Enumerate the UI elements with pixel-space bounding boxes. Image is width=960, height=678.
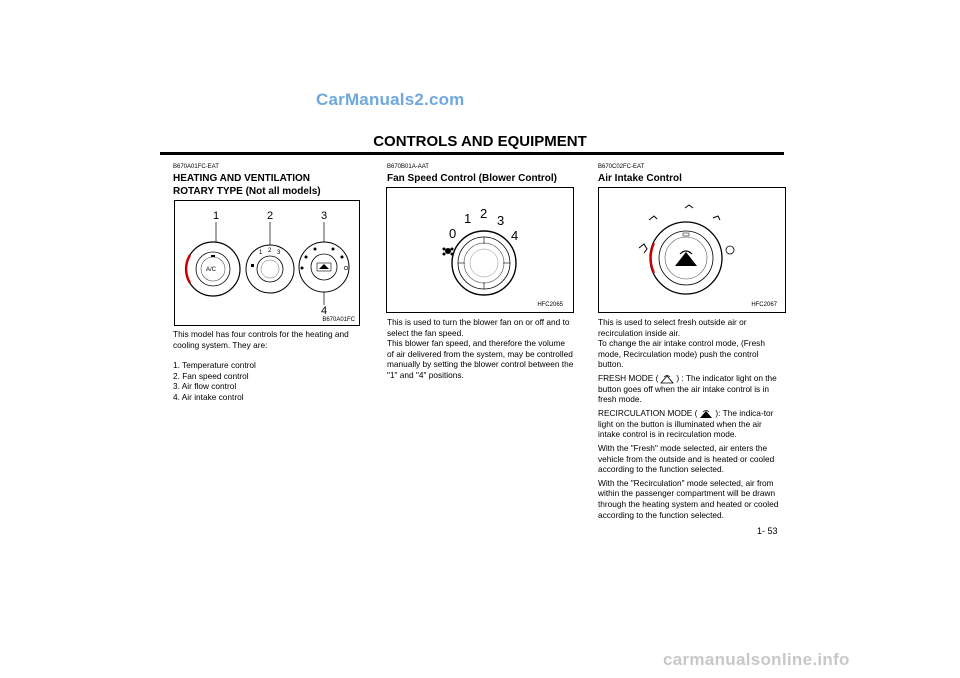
footer-watermark: carmanualsonline.info xyxy=(663,650,850,669)
paragraph: To change the air intake control mode, (Fresh mode, Recirculation mode) push the control button. xyxy=(598,338,765,370)
section-fan-speed xyxy=(387,164,577,185)
paragraph: With the "Recirculation" mode selected, air from within the passenger compartment will be drawn through the heating system and heated or cooled according to the function selected. xyxy=(598,477,779,520)
figure-code: B670A01FC xyxy=(322,317,355,323)
intake-knob xyxy=(650,222,722,294)
fresh-mode-icon xyxy=(660,374,674,384)
blower-knob-illustration xyxy=(387,188,573,312)
paragraph: This is used to select fresh outside air or recirculation inside air. xyxy=(598,317,747,338)
section-subheading: ROTARY TYPE (Not all models) xyxy=(173,186,321,197)
fresh-mode-description: ) : The indicator light on the button goes off when the air intake control is in fresh mode. xyxy=(598,372,777,405)
section-heading: Fan Speed Control (Blower Control) xyxy=(387,173,557,184)
controls-figure xyxy=(174,200,360,326)
air-intake-knob-illustration xyxy=(599,188,785,312)
fan-icon xyxy=(443,248,454,256)
fan-digit: 1 xyxy=(464,211,472,226)
header-rule xyxy=(160,152,784,155)
section-code: B670A01FC-EAT xyxy=(173,164,219,170)
page-number: 1- 53 xyxy=(757,526,778,536)
intro-paragraph: This model has four controls for the heating and cooling system. They are: xyxy=(173,329,349,350)
list-item: 4. Air intake control xyxy=(173,391,244,402)
recirculation-mode-icon xyxy=(699,409,713,419)
fan-digit: 0 xyxy=(449,226,457,241)
paragraph: This blower fan speed, and therefore the volume of air delivered from the system, may be controlled manually by setting the blower control between the "1" and "4" positions. xyxy=(387,338,574,380)
fan-digit: 2 xyxy=(268,248,272,254)
list-item: 2. Fan speed control xyxy=(173,370,249,381)
air-intake-figure xyxy=(598,187,786,313)
fan-digit: 1 xyxy=(259,250,263,256)
recirculation-mode-paragraph xyxy=(598,408,785,440)
hvac-panel-illustration xyxy=(175,201,359,325)
air-intake-text xyxy=(598,317,785,520)
fan-speed-figure xyxy=(386,187,574,313)
fan-speed-knob xyxy=(246,245,294,293)
fan-digit: 4 xyxy=(511,228,519,243)
section-heading: Air Intake Control xyxy=(598,173,682,184)
fan-digit: 3 xyxy=(277,250,281,256)
fresh-mode-paragraph xyxy=(598,373,785,405)
section-heating-ventilation xyxy=(173,164,361,198)
chapter-title: CONTROLS AND EQUIPMENT xyxy=(373,133,587,150)
controls-list xyxy=(173,360,363,402)
section-code: B670C02FC-EAT xyxy=(598,164,645,170)
fan-speed-text xyxy=(387,317,574,381)
paragraph: This is used to turn the blower fan on or off and to select the fan speed. xyxy=(387,317,570,338)
recirculation-mode-description: ): The indica-tor light on the button is illuminated when the air intake control is in recirculation mode. xyxy=(598,407,774,440)
callout-2: 2 xyxy=(267,210,274,222)
list-item: 1. Temperature control xyxy=(173,360,256,371)
callout-1: 1 xyxy=(213,210,220,222)
paragraph: With the "Fresh" mode selected, air enters the vehicle from the outside and is heated or cooled according to the function selected. xyxy=(598,442,775,475)
heating-intro xyxy=(173,329,363,403)
fan-digit: 3 xyxy=(497,213,505,228)
recirculation-mode-label: RECIRCULATION MODE ( xyxy=(598,407,698,418)
callout-4: 4 xyxy=(321,305,328,317)
air-flow-knob xyxy=(299,242,349,292)
ac-label: A/C xyxy=(206,267,217,273)
figure-code: HFC2065 xyxy=(537,302,563,308)
fresh-mode-label: FRESH MODE ( xyxy=(598,372,659,383)
blower-knob xyxy=(452,231,516,295)
site-watermark: CarManuals2.com xyxy=(316,90,465,109)
section-heading: HEATING AND VENTILATION xyxy=(173,173,311,184)
figure-code: HFC2067 xyxy=(751,302,777,308)
section-code: B670B01A-AAT xyxy=(387,164,429,170)
callout-3: 3 xyxy=(321,210,328,222)
fan-digit: 2 xyxy=(480,206,488,221)
temperature-knob xyxy=(186,242,240,296)
section-air-intake xyxy=(598,164,788,185)
list-item: 3. Air flow control xyxy=(173,381,237,392)
